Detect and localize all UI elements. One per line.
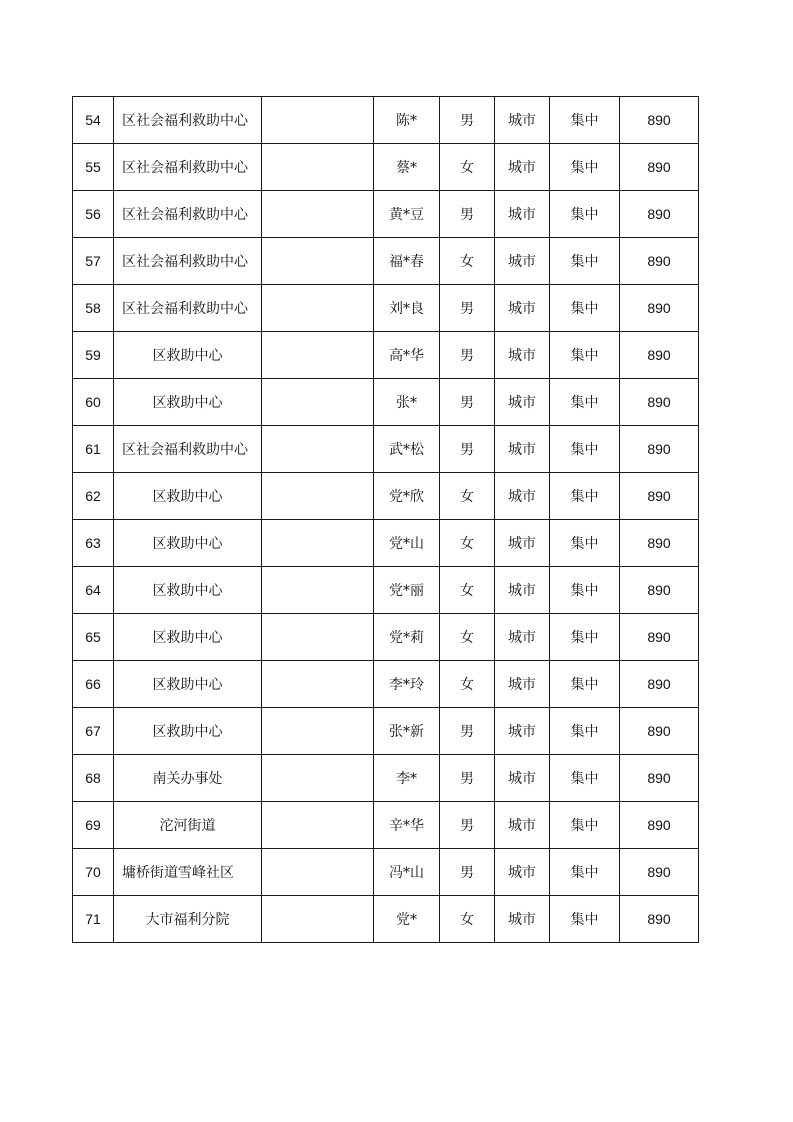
row-number-cell: 70 [73, 849, 114, 896]
row-number-cell: 65 [73, 614, 114, 661]
amount-cell: 890 [620, 473, 699, 520]
name-cell: 蔡* [374, 144, 440, 191]
gender-cell: 女 [440, 661, 495, 708]
unit-cell: 区救助中心 [114, 520, 262, 567]
gender-cell: 男 [440, 755, 495, 802]
table-row [73, 849, 699, 896]
gender-cell: 女 [440, 144, 495, 191]
gender-cell: 男 [440, 802, 495, 849]
gender-cell: 男 [440, 849, 495, 896]
row-number-cell: 59 [73, 332, 114, 379]
support-type-cell: 集中 [550, 379, 620, 426]
support-type-cell: 集中 [550, 896, 620, 943]
gender-cell: 女 [440, 473, 495, 520]
support-type-cell: 集中 [550, 285, 620, 332]
table-row [73, 426, 699, 473]
support-type-cell: 集中 [550, 144, 620, 191]
unit-cell: 沱河街道 [114, 802, 262, 849]
blank-cell [262, 661, 374, 708]
support-type-cell: 集中 [550, 849, 620, 896]
area-cell: 城市 [495, 144, 550, 191]
gender-cell: 男 [440, 379, 495, 426]
name-cell: 李*玲 [374, 661, 440, 708]
area-cell: 城市 [495, 426, 550, 473]
amount-cell: 890 [620, 379, 699, 426]
name-cell: 陈* [374, 97, 440, 144]
unit-cell: 区救助中心 [114, 614, 262, 661]
amount-cell: 890 [620, 520, 699, 567]
blank-cell [262, 896, 374, 943]
row-number-cell: 62 [73, 473, 114, 520]
area-cell: 城市 [495, 896, 550, 943]
amount-cell: 890 [620, 567, 699, 614]
unit-cell: 区社会福利救助中心 [114, 238, 262, 285]
table-row [73, 520, 699, 567]
amount-cell: 890 [620, 708, 699, 755]
name-cell: 高*华 [374, 332, 440, 379]
row-number-cell: 61 [73, 426, 114, 473]
amount-cell: 890 [620, 97, 699, 144]
support-type-cell: 集中 [550, 332, 620, 379]
table-row [73, 379, 699, 426]
table-row [73, 567, 699, 614]
row-number-cell: 63 [73, 520, 114, 567]
gender-cell: 男 [440, 97, 495, 144]
amount-cell: 890 [620, 285, 699, 332]
gender-cell: 男 [440, 332, 495, 379]
unit-cell: 区社会福利救助中心 [114, 144, 262, 191]
unit-cell: 区社会福利救助中心 [114, 426, 262, 473]
table-row [73, 144, 699, 191]
name-cell: 武*松 [374, 426, 440, 473]
gender-cell: 女 [440, 567, 495, 614]
unit-cell: 区社会福利救助中心 [114, 285, 262, 332]
support-type-cell: 集中 [550, 755, 620, 802]
row-number-cell: 57 [73, 238, 114, 285]
blank-cell [262, 379, 374, 426]
blank-cell [262, 802, 374, 849]
blank-cell [262, 144, 374, 191]
table-row [73, 473, 699, 520]
table-row [73, 896, 699, 943]
area-cell: 城市 [495, 473, 550, 520]
gender-cell: 女 [440, 520, 495, 567]
support-type-cell: 集中 [550, 191, 620, 238]
table-row [73, 661, 699, 708]
gender-cell: 男 [440, 426, 495, 473]
name-cell: 刘*良 [374, 285, 440, 332]
unit-cell: 区救助中心 [114, 708, 262, 755]
table-row [73, 238, 699, 285]
gender-cell: 女 [440, 896, 495, 943]
name-cell: 李* [374, 755, 440, 802]
name-cell: 党*山 [374, 520, 440, 567]
support-type-cell: 集中 [550, 473, 620, 520]
area-cell: 城市 [495, 755, 550, 802]
amount-cell: 890 [620, 614, 699, 661]
gender-cell: 女 [440, 238, 495, 285]
name-cell: 黄*豆 [374, 191, 440, 238]
blank-cell [262, 473, 374, 520]
unit-cell: 南关办事处 [114, 755, 262, 802]
area-cell: 城市 [495, 285, 550, 332]
support-type-cell: 集中 [550, 708, 620, 755]
relief-roster-table [72, 96, 699, 943]
name-cell: 张* [374, 379, 440, 426]
support-type-cell: 集中 [550, 802, 620, 849]
amount-cell: 890 [620, 849, 699, 896]
name-cell: 辛*华 [374, 802, 440, 849]
blank-cell [262, 191, 374, 238]
support-type-cell: 集中 [550, 661, 620, 708]
row-number-cell: 58 [73, 285, 114, 332]
table-row [73, 755, 699, 802]
area-cell: 城市 [495, 661, 550, 708]
area-cell: 城市 [495, 567, 550, 614]
unit-cell: 区救助中心 [114, 567, 262, 614]
row-number-cell: 67 [73, 708, 114, 755]
table-row [73, 802, 699, 849]
amount-cell: 890 [620, 426, 699, 473]
name-cell: 党*欣 [374, 473, 440, 520]
row-number-cell: 55 [73, 144, 114, 191]
gender-cell: 男 [440, 191, 495, 238]
table-row [73, 614, 699, 661]
row-number-cell: 66 [73, 661, 114, 708]
gender-cell: 男 [440, 285, 495, 332]
blank-cell [262, 97, 374, 144]
name-cell: 党*莉 [374, 614, 440, 661]
area-cell: 城市 [495, 614, 550, 661]
unit-cell: 区救助中心 [114, 661, 262, 708]
amount-cell: 890 [620, 191, 699, 238]
name-cell: 党* [374, 896, 440, 943]
name-cell: 张*新 [374, 708, 440, 755]
area-cell: 城市 [495, 520, 550, 567]
area-cell: 城市 [495, 708, 550, 755]
blank-cell [262, 332, 374, 379]
unit-cell: 大市福利分院 [114, 896, 262, 943]
name-cell: 冯*山 [374, 849, 440, 896]
unit-cell: 区社会福利救助中心 [114, 191, 262, 238]
row-number-cell: 68 [73, 755, 114, 802]
amount-cell: 890 [620, 755, 699, 802]
gender-cell: 男 [440, 708, 495, 755]
amount-cell: 890 [620, 332, 699, 379]
unit-cell: 墉桥街道雪峰社区 [114, 849, 262, 896]
gender-cell: 女 [440, 614, 495, 661]
row-number-cell: 64 [73, 567, 114, 614]
name-cell: 党*丽 [374, 567, 440, 614]
area-cell: 城市 [495, 802, 550, 849]
blank-cell [262, 238, 374, 285]
support-type-cell: 集中 [550, 426, 620, 473]
support-type-cell: 集中 [550, 614, 620, 661]
row-number-cell: 71 [73, 896, 114, 943]
blank-cell [262, 567, 374, 614]
blank-cell [262, 285, 374, 332]
blank-cell [262, 426, 374, 473]
unit-cell: 区社会福利救助中心 [114, 97, 262, 144]
support-type-cell: 集中 [550, 520, 620, 567]
blank-cell [262, 849, 374, 896]
support-type-cell: 集中 [550, 238, 620, 285]
blank-cell [262, 755, 374, 802]
amount-cell: 890 [620, 896, 699, 943]
amount-cell: 890 [620, 238, 699, 285]
blank-cell [262, 614, 374, 661]
table-row [73, 191, 699, 238]
area-cell: 城市 [495, 238, 550, 285]
area-cell: 城市 [495, 332, 550, 379]
amount-cell: 890 [620, 802, 699, 849]
row-number-cell: 60 [73, 379, 114, 426]
row-number-cell: 56 [73, 191, 114, 238]
name-cell: 福*春 [374, 238, 440, 285]
unit-cell: 区救助中心 [114, 332, 262, 379]
row-number-cell: 54 [73, 97, 114, 144]
support-type-cell: 集中 [550, 97, 620, 144]
area-cell: 城市 [495, 849, 550, 896]
blank-cell [262, 708, 374, 755]
blank-cell [262, 520, 374, 567]
area-cell: 城市 [495, 97, 550, 144]
support-type-cell: 集中 [550, 567, 620, 614]
table-row [73, 708, 699, 755]
table-body [73, 97, 699, 943]
area-cell: 城市 [495, 379, 550, 426]
unit-cell: 区救助中心 [114, 379, 262, 426]
table-row [73, 285, 699, 332]
amount-cell: 890 [620, 661, 699, 708]
table-row [73, 332, 699, 379]
table-row [73, 97, 699, 144]
row-number-cell: 69 [73, 802, 114, 849]
area-cell: 城市 [495, 191, 550, 238]
amount-cell: 890 [620, 144, 699, 191]
unit-cell: 区救助中心 [114, 473, 262, 520]
